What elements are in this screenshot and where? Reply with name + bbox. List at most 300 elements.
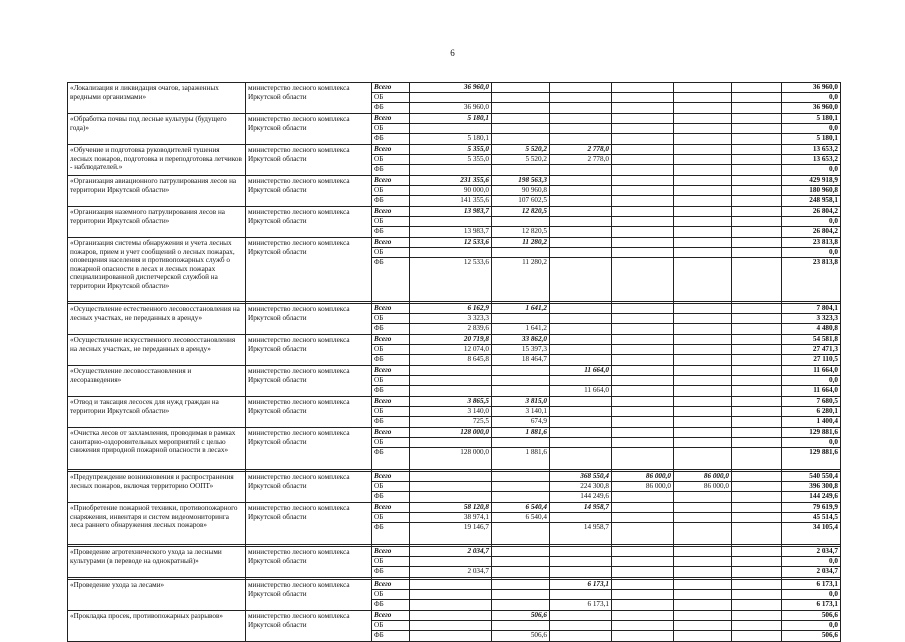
funding-source: ФБ bbox=[372, 355, 410, 366]
year-value bbox=[674, 567, 732, 578]
program-name: «Организация системы обнаружения и учета лесных пожаров, прием и учет сообщений о лесных пожарах, оповещения населения и противопожарных служб о пожарной опасности в лесах и лесных пожарах специализированной диспетчерской службой на территории Иркутской области» bbox=[68, 238, 246, 302]
total-value: 6 173,1 bbox=[782, 600, 841, 611]
year-value bbox=[674, 513, 732, 523]
year-value bbox=[732, 557, 782, 567]
year-value bbox=[612, 448, 674, 470]
year-value bbox=[550, 238, 612, 248]
year-value bbox=[674, 366, 732, 376]
total-value: 506,6 bbox=[782, 631, 841, 642]
year-value bbox=[732, 83, 782, 93]
year-value bbox=[550, 355, 612, 366]
funding-source: ФБ bbox=[372, 165, 410, 176]
year-value bbox=[492, 366, 550, 376]
total-value: 144 249,6 bbox=[782, 492, 841, 503]
responsible-org: министерство лесного комплекса Иркутской области bbox=[246, 335, 372, 366]
year-value bbox=[410, 621, 492, 631]
year-value bbox=[492, 567, 550, 578]
total-value: 0,0 bbox=[782, 248, 841, 258]
program-name: «Локализация и ликвидация очагов, зараженных вредными организмами» bbox=[68, 83, 246, 114]
responsible-org: министерство лесного комплекса Иркутской области bbox=[246, 238, 372, 302]
year-value bbox=[612, 513, 674, 523]
year-value bbox=[410, 557, 492, 567]
funding-source: ФБ bbox=[372, 523, 410, 545]
year-value bbox=[612, 165, 674, 176]
year-value bbox=[410, 600, 492, 611]
responsible-org: министерство лесного комплекса Иркутской области bbox=[246, 366, 372, 397]
responsible-org: министерство лесного комплекса Иркутской области bbox=[246, 397, 372, 428]
year-value: 506,6 bbox=[492, 631, 550, 642]
year-value bbox=[410, 438, 492, 448]
year-value bbox=[612, 258, 674, 302]
total-value: 129 881,6 bbox=[782, 448, 841, 470]
year-value bbox=[550, 217, 612, 227]
year-value: 11 664,0 bbox=[550, 366, 612, 376]
year-value bbox=[492, 165, 550, 176]
year-value bbox=[674, 397, 732, 407]
year-value: 2 778,0 bbox=[550, 155, 612, 165]
year-value bbox=[674, 590, 732, 600]
total-value: 26 804,2 bbox=[782, 227, 841, 238]
year-value bbox=[732, 145, 782, 155]
year-value bbox=[410, 492, 492, 503]
year-value bbox=[550, 186, 612, 196]
year-value bbox=[674, 103, 732, 114]
funding-source: ФБ bbox=[372, 386, 410, 397]
funding-source: ФБ bbox=[372, 227, 410, 238]
funding-source: ФБ bbox=[372, 196, 410, 207]
year-value bbox=[732, 134, 782, 145]
year-value bbox=[410, 124, 492, 134]
year-value bbox=[612, 176, 674, 186]
year-value bbox=[410, 472, 492, 482]
responsible-org: министерство лесного комплекса Иркутской области bbox=[246, 503, 372, 545]
year-value bbox=[674, 335, 732, 345]
funding-source: Всего bbox=[372, 335, 410, 345]
year-value bbox=[732, 355, 782, 366]
year-value bbox=[550, 448, 612, 470]
year-value bbox=[492, 386, 550, 397]
year-value bbox=[674, 258, 732, 302]
total-value: 54 581,8 bbox=[782, 335, 841, 345]
total-value: 506,6 bbox=[782, 611, 841, 621]
funding-source: ОБ bbox=[372, 345, 410, 355]
year-value: 8 645,8 bbox=[410, 355, 492, 366]
year-value: 128 000,0 bbox=[410, 448, 492, 470]
total-value: 0,0 bbox=[782, 376, 841, 386]
total-value: 2 034,7 bbox=[782, 567, 841, 578]
year-value bbox=[674, 448, 732, 470]
year-value bbox=[732, 621, 782, 631]
year-value bbox=[732, 386, 782, 397]
year-value bbox=[732, 397, 782, 407]
funding-source: Всего bbox=[372, 83, 410, 93]
table-row bbox=[68, 580, 841, 590]
year-value bbox=[612, 134, 674, 145]
program-name: «Организация авиационного патрулирования лесов на территории Иркутской области» bbox=[68, 176, 246, 207]
year-value bbox=[732, 448, 782, 470]
year-value bbox=[674, 248, 732, 258]
year-value: 90 960,8 bbox=[492, 186, 550, 196]
funding-source: Всего bbox=[372, 176, 410, 186]
year-value bbox=[410, 590, 492, 600]
year-value: 5 520,2 bbox=[492, 155, 550, 165]
year-value bbox=[612, 114, 674, 124]
year-value bbox=[732, 580, 782, 590]
total-value: 180 960,8 bbox=[782, 186, 841, 196]
year-value bbox=[550, 207, 612, 217]
funding-source: Всего bbox=[372, 366, 410, 376]
table-row bbox=[68, 366, 841, 376]
year-value: 86 000,0 bbox=[674, 472, 732, 482]
year-value bbox=[550, 227, 612, 238]
year-value: 13 983,7 bbox=[410, 207, 492, 217]
year-value bbox=[550, 114, 612, 124]
table-row bbox=[68, 114, 841, 124]
year-value bbox=[732, 155, 782, 165]
year-value bbox=[550, 134, 612, 145]
year-value bbox=[550, 621, 612, 631]
funding-source: Всего bbox=[372, 580, 410, 590]
year-value bbox=[674, 217, 732, 227]
funding-source: ОБ bbox=[372, 482, 410, 492]
year-value bbox=[410, 580, 492, 590]
year-value bbox=[732, 513, 782, 523]
year-value bbox=[732, 345, 782, 355]
funding-source: ОБ bbox=[372, 186, 410, 196]
year-value bbox=[550, 417, 612, 428]
year-value bbox=[732, 376, 782, 386]
responsible-org: министерство лесного комплекса Иркутской области bbox=[246, 611, 372, 642]
funding-source: ОБ bbox=[372, 217, 410, 227]
year-value bbox=[612, 196, 674, 207]
funding-source: Всего bbox=[372, 145, 410, 155]
year-value bbox=[410, 93, 492, 103]
year-value: 13 983,7 bbox=[410, 227, 492, 238]
responsible-org: министерство лесного комплекса Иркутской области bbox=[246, 547, 372, 578]
table-row bbox=[68, 472, 841, 482]
total-value: 5 180,1 bbox=[782, 134, 841, 145]
program-name: «Очистка лесов от захламления, проводимая в рамках санитарно-оздоровительных мероприятий с целью снижения природной пожарной опасности в лесах» bbox=[68, 428, 246, 470]
year-value bbox=[612, 590, 674, 600]
funding-source: ФБ bbox=[372, 417, 410, 428]
year-value bbox=[550, 376, 612, 386]
year-value: 18 464,7 bbox=[492, 355, 550, 366]
year-value: 128 000,0 bbox=[410, 428, 492, 438]
year-value bbox=[612, 335, 674, 345]
year-value bbox=[410, 165, 492, 176]
year-value bbox=[732, 314, 782, 324]
year-value bbox=[612, 314, 674, 324]
responsible-org: министерство лесного комплекса Иркутской области bbox=[246, 472, 372, 503]
year-value bbox=[612, 438, 674, 448]
total-value: 11 664,0 bbox=[782, 386, 841, 397]
year-value bbox=[492, 124, 550, 134]
year-value: 33 862,0 bbox=[492, 335, 550, 345]
funding-source: Всего bbox=[372, 238, 410, 248]
total-value: 0,0 bbox=[782, 124, 841, 134]
budget-table bbox=[67, 82, 841, 642]
year-value: 6 540,4 bbox=[492, 503, 550, 513]
year-value bbox=[674, 314, 732, 324]
year-value bbox=[674, 580, 732, 590]
year-value bbox=[732, 366, 782, 376]
page-number: 6 bbox=[450, 48, 455, 58]
year-value bbox=[612, 103, 674, 114]
total-value: 4 480,8 bbox=[782, 324, 841, 335]
year-value bbox=[612, 492, 674, 503]
year-value bbox=[674, 492, 732, 503]
total-value: 27 110,5 bbox=[782, 355, 841, 366]
year-value bbox=[732, 304, 782, 314]
year-value bbox=[732, 114, 782, 124]
year-value bbox=[550, 103, 612, 114]
funding-source: Всего bbox=[372, 472, 410, 482]
year-value bbox=[732, 482, 782, 492]
total-value: 45 514,5 bbox=[782, 513, 841, 523]
year-value: 3 140,1 bbox=[492, 407, 550, 417]
funding-source: Всего bbox=[372, 428, 410, 438]
year-value bbox=[492, 621, 550, 631]
year-value bbox=[674, 407, 732, 417]
year-value bbox=[612, 376, 674, 386]
table-row bbox=[68, 397, 841, 407]
year-value bbox=[674, 227, 732, 238]
year-value bbox=[550, 304, 612, 314]
year-value bbox=[492, 376, 550, 386]
table-row bbox=[68, 176, 841, 186]
year-value: 725,5 bbox=[410, 417, 492, 428]
year-value bbox=[674, 523, 732, 545]
year-value: 231 355,6 bbox=[410, 176, 492, 186]
total-value: 0,0 bbox=[782, 590, 841, 600]
year-value: 2 839,6 bbox=[410, 324, 492, 335]
year-value: 5 180,1 bbox=[410, 114, 492, 124]
year-value bbox=[492, 492, 550, 503]
program-name: «Осуществление искусственного лесовосстановления на лесных участках, не переданных в аренду» bbox=[68, 335, 246, 366]
total-value: 0,0 bbox=[782, 438, 841, 448]
total-value: 1 400,4 bbox=[782, 417, 841, 428]
table-row bbox=[68, 611, 841, 621]
year-value bbox=[674, 600, 732, 611]
year-value bbox=[612, 386, 674, 397]
year-value bbox=[612, 366, 674, 376]
year-value: 12 820,5 bbox=[492, 227, 550, 238]
funding-source: Всего bbox=[372, 397, 410, 407]
year-value bbox=[732, 238, 782, 248]
program-name: «Обучение и подготовка руководителей тушения лесных пожаров, подготовка и переподготовка летчиков - наблюдателей.» bbox=[68, 145, 246, 176]
year-value bbox=[410, 386, 492, 397]
year-value bbox=[410, 248, 492, 258]
year-value: 3 140,0 bbox=[410, 407, 492, 417]
year-value bbox=[550, 611, 612, 621]
program-name: «Отвод и таксация лесосек для нужд граждан на территории Иркутской области» bbox=[68, 397, 246, 428]
year-value bbox=[732, 217, 782, 227]
year-value bbox=[410, 482, 492, 492]
year-value bbox=[674, 621, 732, 631]
year-value: 86 000,0 bbox=[612, 472, 674, 482]
program-name: «Приобретение пожарной техники, противопожарного снаряжения, инвентаря и систем видеомониторинга леса раннего обнаружения лесных пожаров» bbox=[68, 503, 246, 545]
year-value: 6 173,1 bbox=[550, 580, 612, 590]
table-row bbox=[68, 207, 841, 217]
year-value: 36 960,0 bbox=[410, 83, 492, 93]
funding-source: ФБ bbox=[372, 492, 410, 503]
year-value bbox=[674, 304, 732, 314]
funding-source: ФБ bbox=[372, 600, 410, 611]
year-value bbox=[732, 407, 782, 417]
year-value: 20 719,8 bbox=[410, 335, 492, 345]
year-value bbox=[732, 567, 782, 578]
year-value bbox=[612, 227, 674, 238]
year-value bbox=[732, 196, 782, 207]
total-value: 13 653,2 bbox=[782, 145, 841, 155]
year-value: 12 533,6 bbox=[410, 258, 492, 302]
year-value bbox=[674, 428, 732, 438]
year-value bbox=[732, 335, 782, 345]
year-value: 12 074,0 bbox=[410, 345, 492, 355]
program-name: «Предупреждение возникновения и распространения лесных пожаров, включая территорию ООПТ» bbox=[68, 472, 246, 503]
table-row bbox=[68, 304, 841, 314]
year-value bbox=[674, 376, 732, 386]
year-value bbox=[674, 611, 732, 621]
responsible-org: министерство лесного комплекса Иркутской области bbox=[246, 207, 372, 238]
year-value bbox=[550, 124, 612, 134]
year-value bbox=[674, 114, 732, 124]
year-value bbox=[612, 557, 674, 567]
total-value: 7 804,1 bbox=[782, 304, 841, 314]
total-value: 26 804,2 bbox=[782, 207, 841, 217]
year-value: 90 000,0 bbox=[410, 186, 492, 196]
year-value bbox=[612, 523, 674, 545]
responsible-org: министерство лесного комплекса Иркутской области bbox=[246, 428, 372, 470]
funding-source: ФБ bbox=[372, 448, 410, 470]
year-value bbox=[674, 557, 732, 567]
year-value bbox=[410, 611, 492, 621]
year-value bbox=[674, 345, 732, 355]
year-value bbox=[612, 238, 674, 248]
total-value: 36 960,0 bbox=[782, 83, 841, 93]
program-name: «Осуществление лесовосстановления и лесоразведения» bbox=[68, 366, 246, 397]
year-value: 11 280,2 bbox=[492, 238, 550, 248]
year-value bbox=[492, 83, 550, 93]
funding-source: ОБ bbox=[372, 124, 410, 134]
year-value: 12 820,5 bbox=[492, 207, 550, 217]
year-value bbox=[550, 196, 612, 207]
year-value bbox=[674, 438, 732, 448]
table-row bbox=[68, 145, 841, 155]
year-value: 36 960,0 bbox=[410, 103, 492, 114]
year-value bbox=[612, 355, 674, 366]
year-value bbox=[732, 93, 782, 103]
year-value: 5 355,0 bbox=[410, 145, 492, 155]
total-value: 0,0 bbox=[782, 93, 841, 103]
table-row bbox=[68, 83, 841, 93]
year-value: 6 173,1 bbox=[550, 600, 612, 611]
year-value bbox=[492, 438, 550, 448]
total-value: 79 619,9 bbox=[782, 503, 841, 513]
year-value bbox=[674, 134, 732, 145]
year-value bbox=[550, 314, 612, 324]
total-value: 129 881,6 bbox=[782, 428, 841, 438]
year-value bbox=[732, 611, 782, 621]
year-value bbox=[492, 600, 550, 611]
year-value bbox=[612, 304, 674, 314]
year-value: 5 180,1 bbox=[410, 134, 492, 145]
year-value bbox=[732, 492, 782, 503]
year-value bbox=[732, 438, 782, 448]
funding-source: ОБ bbox=[372, 376, 410, 386]
year-value: 1 881,6 bbox=[492, 428, 550, 438]
year-value bbox=[492, 547, 550, 557]
year-value bbox=[674, 196, 732, 207]
year-value: 38 974,1 bbox=[410, 513, 492, 523]
year-value bbox=[732, 165, 782, 176]
year-value bbox=[674, 386, 732, 397]
year-value bbox=[550, 258, 612, 302]
year-value bbox=[612, 145, 674, 155]
program-name: «Прокладка просек, противопожарных разрывов» bbox=[68, 611, 246, 642]
year-value: 5 355,0 bbox=[410, 155, 492, 165]
total-value: 11 664,0 bbox=[782, 366, 841, 376]
program-name: «Осуществление естественного лесовосстановления на лесных участках, не переданных в аренду» bbox=[68, 304, 246, 335]
year-value: 2 034,7 bbox=[410, 567, 492, 578]
year-value: 1 881,6 bbox=[492, 448, 550, 470]
year-value bbox=[550, 513, 612, 523]
year-value bbox=[674, 207, 732, 217]
responsible-org: министерство лесного комплекса Иркутской области bbox=[246, 145, 372, 176]
total-value: 5 180,1 bbox=[782, 114, 841, 124]
year-value: 14 958,7 bbox=[550, 503, 612, 513]
funding-source: Всего bbox=[372, 207, 410, 217]
year-value bbox=[674, 186, 732, 196]
year-value bbox=[732, 472, 782, 482]
year-value: 6 162,9 bbox=[410, 304, 492, 314]
year-value bbox=[612, 83, 674, 93]
funding-source: ОБ bbox=[372, 248, 410, 258]
year-value bbox=[674, 93, 732, 103]
funding-source: ФБ bbox=[372, 134, 410, 145]
funding-source: Всего bbox=[372, 547, 410, 557]
year-value bbox=[550, 428, 612, 438]
table-row bbox=[68, 238, 841, 248]
funding-source: Всего bbox=[372, 304, 410, 314]
year-value bbox=[732, 124, 782, 134]
year-value bbox=[612, 407, 674, 417]
year-value bbox=[492, 580, 550, 590]
year-value: 11 664,0 bbox=[550, 386, 612, 397]
year-value bbox=[492, 134, 550, 145]
total-value: 34 105,4 bbox=[782, 523, 841, 545]
year-value bbox=[612, 567, 674, 578]
total-value: 36 960,0 bbox=[782, 103, 841, 114]
funding-source: ОБ bbox=[372, 513, 410, 523]
year-value bbox=[674, 124, 732, 134]
year-value: 11 280,2 bbox=[492, 258, 550, 302]
year-value bbox=[732, 207, 782, 217]
total-value: 6 280,1 bbox=[782, 407, 841, 417]
funding-source: ФБ bbox=[372, 324, 410, 335]
funding-source: ОБ bbox=[372, 557, 410, 567]
year-value bbox=[492, 523, 550, 545]
year-value bbox=[732, 503, 782, 513]
year-value bbox=[612, 600, 674, 611]
year-value bbox=[732, 547, 782, 557]
year-value: 144 249,6 bbox=[550, 492, 612, 503]
year-value bbox=[550, 397, 612, 407]
year-value bbox=[674, 238, 732, 248]
year-value bbox=[674, 83, 732, 93]
total-value: 3 323,3 bbox=[782, 314, 841, 324]
year-value bbox=[612, 217, 674, 227]
